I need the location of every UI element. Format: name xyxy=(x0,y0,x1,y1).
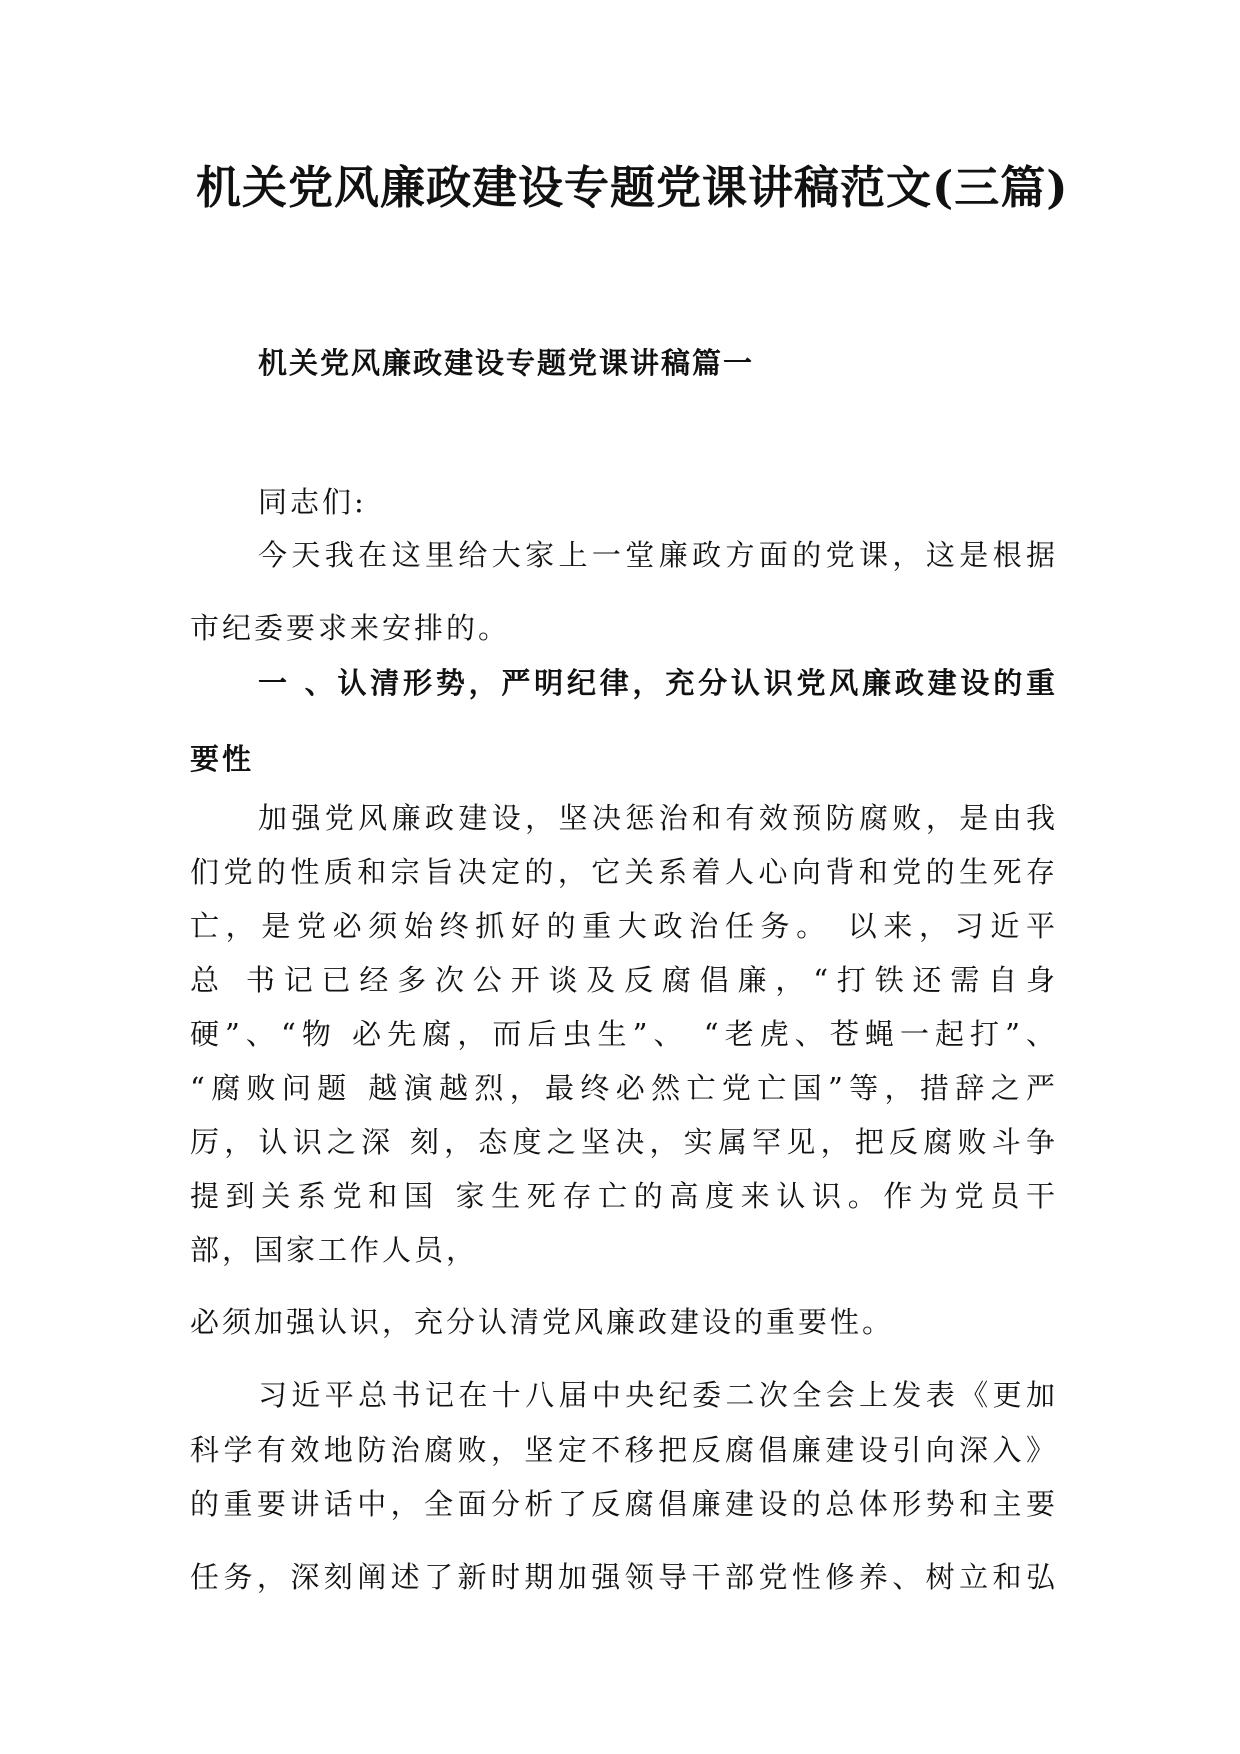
section-heading: 要性 xyxy=(190,742,255,776)
paragraph-line: 们党的性质和宗旨决定的，它关系着人心向背和党的生死存 xyxy=(190,855,1058,889)
paragraph-line: 加强党风廉政建设，坚决惩治和有效预防腐败，是由我 xyxy=(258,801,1058,835)
paragraph-line: 科学有效地防治腐败，坚定不移把反腐倡廉建设引向深入》 xyxy=(190,1433,1058,1467)
salutation: 同志们: xyxy=(258,485,367,519)
paragraph-line: 提到关系党和国 家生死存亡的高度来认识。作为党员干 xyxy=(190,1179,1058,1213)
paragraph-line: 总 书记已经多次公开谈及反腐倡廉，“打铁还需自身 xyxy=(190,963,1058,997)
paragraph-line: “腐败问题 越演越烈，最终必然亡党亡国”等，措辞之严 xyxy=(190,1071,1058,1105)
paragraph-line: 今天我在这里给大家上一堂廉政方面的党课，这是根据 xyxy=(258,538,1058,572)
paragraph-line: 硬”、“物 必先腐，而后虫生”、 “老虎、苍蝇一起打”、 xyxy=(190,1017,1058,1051)
paragraph-line: 的重要讲话中，全面分析了反腐倡廉建设的总体形势和主要 xyxy=(190,1487,1058,1521)
section-subtitle: 机关党风廉政建设专题党课讲稿篇一 xyxy=(258,346,755,380)
document-title: 机关党风廉政建设专题党课讲稿范文(三篇) xyxy=(196,161,1069,214)
paragraph-line: 市纪委要求来安排的。 xyxy=(190,611,511,645)
paragraph-line: 亡，是党必须始终抓好的重大政治任务。 以来，习近平 xyxy=(190,909,1058,943)
paragraph-line: 厉，认识之深 刻，态度之坚决，实属罕见，把反腐败斗争 xyxy=(190,1125,1058,1159)
paragraph-line: 任务，深刻阐述了新时期加强领导干部党性修养、树立和弘 xyxy=(190,1560,1058,1594)
paragraph-line: 部，国家工作人员， xyxy=(190,1233,479,1267)
paragraph-line: 必须加强认识，充分认清党风廉政建设的重要性。 xyxy=(190,1305,895,1339)
paragraph-line: 习近平总书记在十八届中央纪委二次全会上发表《更加 xyxy=(258,1378,1058,1412)
section-heading: 一 、认清形势，严明纪律，充分认识党风廉政建设的重 xyxy=(258,666,1058,700)
